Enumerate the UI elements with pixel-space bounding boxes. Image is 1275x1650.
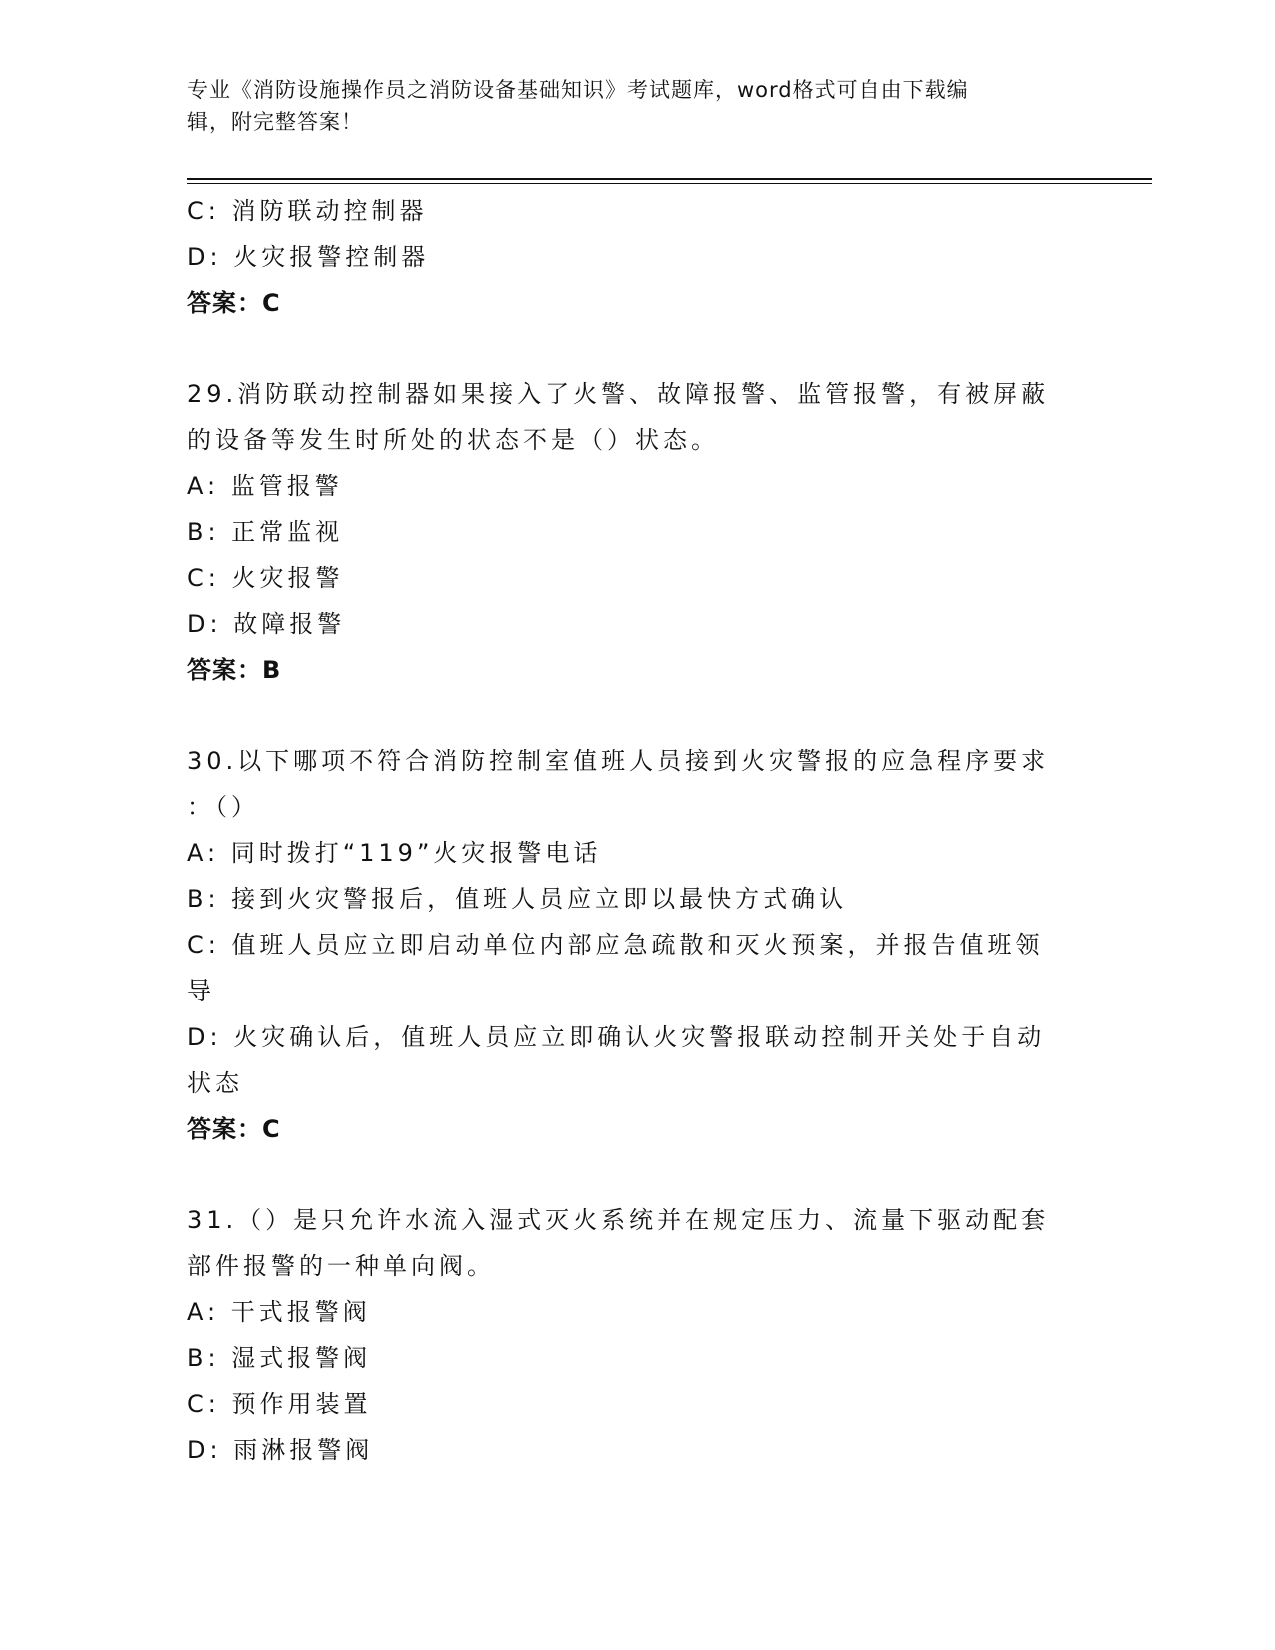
option-d: D: 火灾报警控制器: [187, 243, 430, 271]
question-stem-line-1: 30.以下哪项不符合消防控制室值班人员接到火灾警报的应急程序要求: [187, 747, 1050, 775]
header-line-1: 专业《消防设施操作员之消防设备基础知识》考试题库，word格式可自由下载编: [187, 78, 969, 102]
header-line-2: 辑，附完整答案！: [187, 110, 363, 134]
spacer: [187, 693, 1072, 738]
option-a: A: 同时拨打“119”火灾报警电话: [187, 839, 602, 867]
option-c: C: 预作用装置: [187, 1390, 372, 1418]
option-c-line-2: 导: [187, 977, 215, 1005]
option-d: D: 雨淋报警阀: [187, 1436, 374, 1464]
option-b: B: 正常监视: [187, 518, 344, 546]
spacer: [187, 1152, 1072, 1197]
question-29: [187, 371, 1072, 693]
option-c-line-1: C: 值班人员应立即启动单位内部应急疏散和灭火预案，并报告值班领: [187, 931, 1044, 959]
option-a: A: 干式报警阀: [187, 1298, 371, 1326]
question-31: [187, 1197, 1072, 1473]
option-d: D: 故障报警: [187, 610, 346, 638]
question-30: [187, 738, 1072, 1152]
document-header: [187, 74, 1087, 138]
option-a: A: 监管报警: [187, 472, 343, 500]
question-stem-line-2: ：（）: [187, 793, 259, 821]
option-b: B: 湿式报警阀: [187, 1344, 372, 1372]
option-d-line-1: D: 火灾确认后，值班人员应立即确认火灾警报联动控制开关处于自动: [187, 1023, 1046, 1051]
question-stem-line-1: 31.（）是只允许水流入湿式灭火系统并在规定压力、流量下驱动配套: [187, 1206, 1050, 1234]
header-rule-thin: [187, 183, 1152, 184]
question-28: [187, 188, 1072, 326]
answer: 答案：B: [187, 656, 282, 684]
question-stem-line-1: 29.消防联动控制器如果接入了火警、故障报警、监管报警，有被屏蔽: [187, 380, 1050, 408]
question-content: [187, 188, 1072, 1473]
option-c: C: 火灾报警: [187, 564, 344, 592]
spacer: [187, 326, 1072, 371]
answer: 答案：C: [187, 289, 281, 317]
question-stem-line-2: 的设备等发生时所处的状态不是（）状态。: [187, 426, 719, 454]
question-stem-line-2: 部件报警的一种单向阀。: [187, 1252, 495, 1280]
option-b: B: 接到火灾警报后，值班人员应立即以最快方式确认: [187, 885, 848, 913]
answer: 答案：C: [187, 1115, 281, 1143]
header-rule-thick: [187, 178, 1152, 180]
option-c: C: 消防联动控制器: [187, 197, 428, 225]
option-d-line-2: 状态: [187, 1069, 243, 1097]
